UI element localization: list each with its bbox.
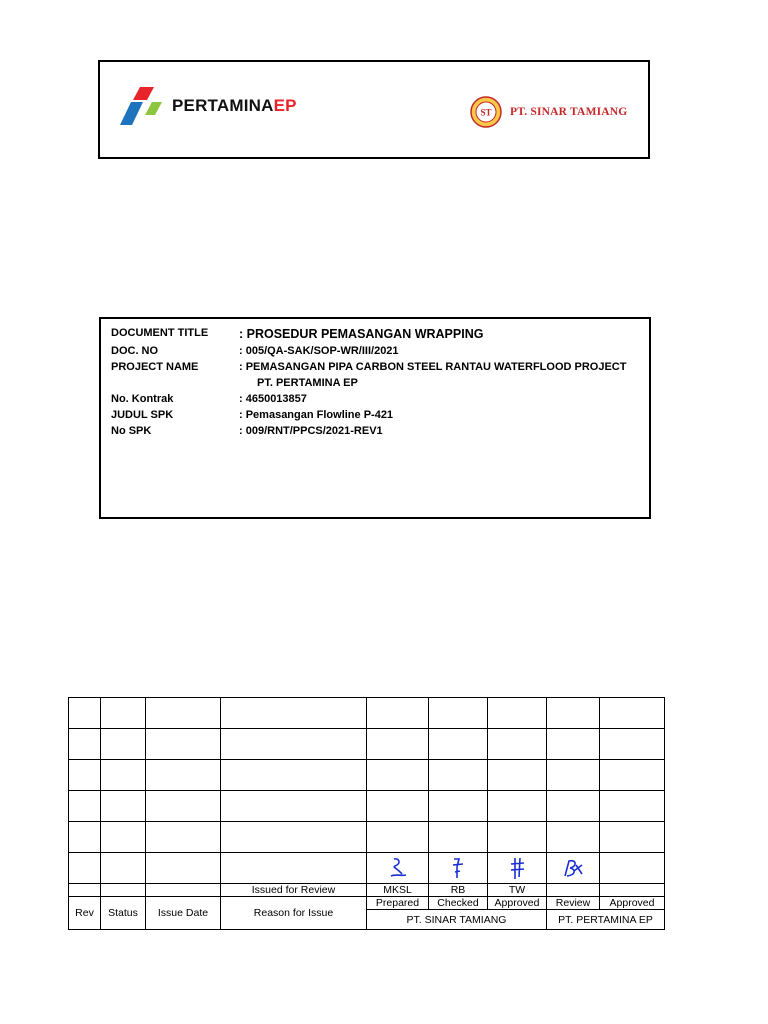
project-name-label: PROJECT NAME — [111, 361, 199, 373]
document-title-label: DOCUMENT TITLE — [111, 327, 209, 339]
doc-no-value: : 005/QA-SAK/SOP-WR/III/2021 — [239, 345, 399, 357]
document-info-box — [99, 317, 651, 519]
pertamina-brand-text: PERTAMINAEP — [172, 96, 297, 115]
project-name-value-cont: PT. PERTAMINA EP — [257, 377, 358, 389]
no-spk-label: No SPK — [111, 425, 152, 437]
sinar-tamiang-emblem-icon — [470, 96, 502, 128]
revision-table — [68, 697, 665, 930]
table-row — [69, 822, 665, 853]
signature-checked — [445, 855, 471, 881]
company-owner: PT. PERTAMINA EP — [547, 910, 665, 930]
signature-approved — [504, 855, 530, 881]
kontrak-value: : 4650013857 — [239, 393, 307, 405]
col-reason: Reason for Issue — [221, 897, 367, 930]
table-row — [69, 760, 665, 791]
approved-by-cell: TW — [488, 884, 547, 897]
table-row — [69, 729, 665, 760]
judul-spk-label: JUDUL SPK — [111, 409, 174, 421]
no-spk-value: : 009/RNT/PPCS/2021-REV1 — [239, 425, 383, 437]
company-contractor: PT. SINAR TAMIANG — [367, 910, 547, 930]
col-rev: Rev — [69, 897, 101, 930]
prepared-by-cell: MKSL — [367, 884, 429, 897]
judul-spk-value: : Pemasangan Flowline P-421 — [239, 409, 394, 421]
col-issue-date: Issue Date — [146, 897, 221, 930]
sinar-tamiang-logo — [470, 96, 627, 128]
col-checked: Checked — [429, 897, 488, 910]
col-prepared: Prepared — [367, 897, 429, 910]
sinar-emblem-letters: ST — [480, 107, 492, 118]
pertamina-emblem-icon — [116, 84, 164, 128]
logo-header-box — [98, 60, 650, 159]
signature-prepared — [385, 855, 411, 881]
table-row — [69, 791, 665, 822]
signature-row — [69, 853, 665, 884]
signature-review — [560, 855, 586, 881]
col-approved: Approved — [488, 897, 547, 910]
sinar-tamiang-name: PT. SINAR TAMIANG — [510, 106, 628, 118]
checked-by-cell: RB — [429, 884, 488, 897]
reason-row — [69, 884, 665, 897]
col-review: Review — [547, 897, 600, 910]
document-title-value: : PROSEDUR PEMASANGAN WRAPPING — [239, 327, 484, 341]
kontrak-label: No. Kontrak — [111, 393, 174, 405]
project-name-value: : PEMASANGAN PIPA CARBON STEEL RANTAU WATERFLOOD PROJECT — [239, 361, 627, 373]
col-status: Status — [101, 897, 146, 930]
doc-no-label: DOC. NO — [111, 345, 159, 357]
reason-cell: Issued for Review — [221, 884, 367, 897]
pertamina-ep-logo — [116, 84, 297, 128]
col-approved-owner: Approved — [600, 897, 665, 910]
table-row — [69, 698, 665, 729]
header-row — [69, 897, 665, 910]
